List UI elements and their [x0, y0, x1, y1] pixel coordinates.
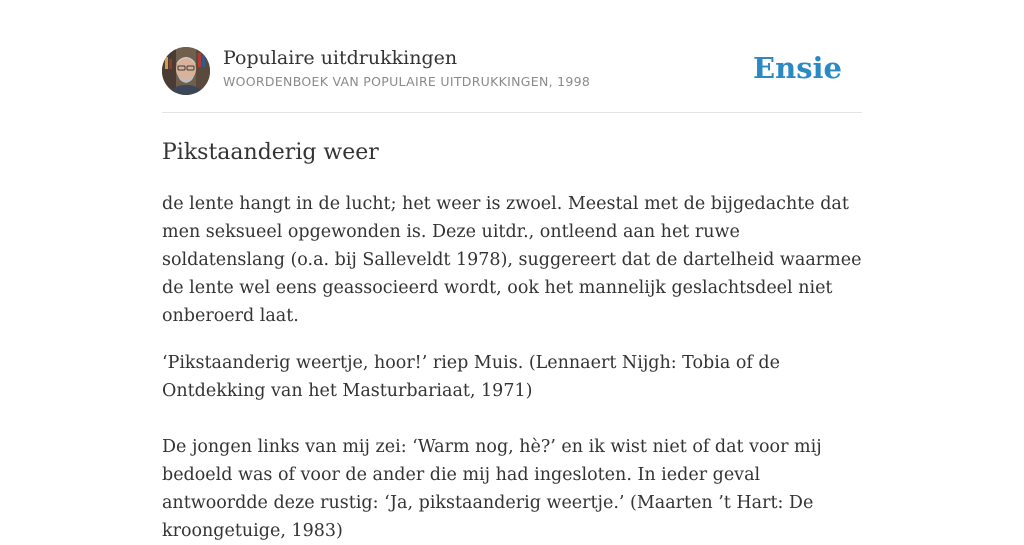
ensie-logo[interactable]: Ensie — [753, 51, 842, 85]
entry-body — [162, 190, 868, 545]
portrait-photo-icon — [162, 47, 210, 95]
header-divider — [162, 112, 862, 113]
entry-card — [162, 46, 862, 541]
source-subtitle: WOORDENBOEK VAN POPULAIRE UITDRUKKINGEN, 1998 — [223, 74, 591, 89]
source-header — [162, 46, 862, 96]
quote-paragraph: De jongen links van mij zei: ‘Warm nog, hè?’ en ik wist niet of dat voor mij bedoeld was of voor de ander die mij had ingesloten. In ieder geval antwoordde deze rustig: ‘Ja, pikstaanderig weertje.’ (Maarten ’t Hart: De kroongetuige, 1983) — [162, 437, 822, 541]
author-avatar[interactable] — [162, 47, 210, 95]
source-title[interactable]: Populaire uitdrukkingen — [223, 47, 458, 69]
quote-paragraph: ‘Pikstaanderig weertje, hoor!’ riep Muis. (Lennaert Nijgh: Tobia of de Ontdekking van het Masturbariaat, 1971) — [162, 353, 780, 401]
definition-paragraph: de lente hangt in de lucht; het weer is zwoel. Meestal met de bijgedachte dat men seksueel opgewonden is. Deze uitdr., ontleend aan het ruwe soldatenslang (o.a. bij Salleveldt 1978), suggereert dat de dartelheid waarmee de lente wel eens geassocieerd wordt, ook het mannelijk geslachtsdeel niet onberoerd laat. — [162, 194, 862, 326]
entry-headword: Pikstaanderig weer — [162, 140, 379, 165]
